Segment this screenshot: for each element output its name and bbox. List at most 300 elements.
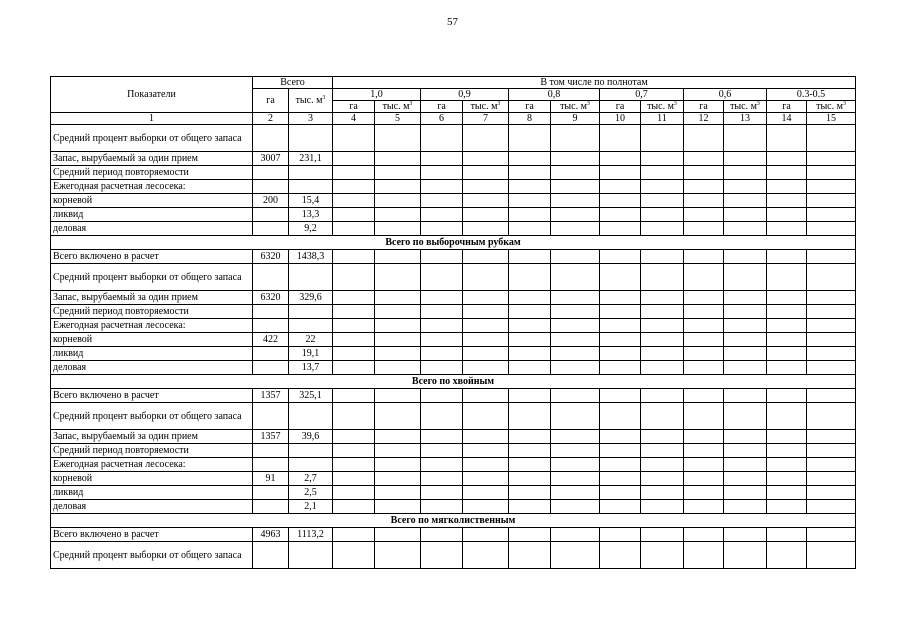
density-cell <box>684 291 724 305</box>
density-cell <box>551 458 600 472</box>
density-cell <box>463 361 509 375</box>
density-cell <box>509 333 551 347</box>
density-cell <box>333 222 375 236</box>
density-cell <box>333 472 375 486</box>
density-cell <box>767 458 807 472</box>
density-cell <box>767 208 807 222</box>
table-row <box>51 486 856 500</box>
density-cell <box>724 305 767 319</box>
density-cell <box>641 305 684 319</box>
table-row <box>51 222 856 236</box>
density-cell <box>767 291 807 305</box>
density-cell <box>463 472 509 486</box>
section-title: Всего по мягколиственным <box>51 514 856 528</box>
unit-ha-header: га <box>684 101 724 113</box>
table-row <box>51 458 856 472</box>
density-cell <box>641 500 684 514</box>
total-ha-cell <box>253 264 289 291</box>
row-label: ликвид <box>51 486 253 500</box>
density-cell <box>509 403 551 430</box>
density-cell <box>421 222 463 236</box>
total-ha-cell <box>253 180 289 194</box>
unit-ha-header: га <box>509 101 551 113</box>
density-cell <box>807 486 856 500</box>
density-cell <box>724 166 767 180</box>
density-cell <box>375 430 421 444</box>
density-cell <box>641 430 684 444</box>
total-volume-cell: 13,3 <box>289 208 333 222</box>
total-ha-header: га <box>253 89 289 113</box>
density-cell <box>551 194 600 208</box>
column-number: 2 <box>253 113 289 125</box>
density-cell <box>641 250 684 264</box>
density-cell <box>333 319 375 333</box>
density-cell <box>600 542 641 569</box>
density-cell <box>509 152 551 166</box>
table-row <box>51 500 856 514</box>
total-volume-cell: 1438,3 <box>289 250 333 264</box>
density-cell <box>375 528 421 542</box>
density-cell <box>767 264 807 291</box>
density-cell <box>551 472 600 486</box>
section-row <box>51 236 856 250</box>
density-cell <box>509 444 551 458</box>
column-number: 11 <box>641 113 684 125</box>
density-cell <box>421 458 463 472</box>
column-number: 9 <box>551 113 600 125</box>
density-cell <box>807 430 856 444</box>
total-volume-cell: 9,2 <box>289 222 333 236</box>
density-cell <box>421 319 463 333</box>
density-cell <box>724 528 767 542</box>
density-cell <box>684 403 724 430</box>
density-cell <box>767 333 807 347</box>
density-cell <box>767 361 807 375</box>
table-row <box>51 152 856 166</box>
density-cell <box>807 403 856 430</box>
density-cell <box>641 208 684 222</box>
total-volume-cell <box>289 305 333 319</box>
density-cell <box>421 389 463 403</box>
density-cell <box>463 208 509 222</box>
total-volume-cell <box>289 444 333 458</box>
density-cell <box>375 166 421 180</box>
density-cell <box>684 528 724 542</box>
density-cell <box>509 486 551 500</box>
density-cell <box>463 542 509 569</box>
unit-ha-header: га <box>600 101 641 113</box>
density-cell <box>724 403 767 430</box>
density-cell <box>600 264 641 291</box>
density-cell <box>421 180 463 194</box>
density-cell <box>375 180 421 194</box>
column-number: 14 <box>767 113 807 125</box>
density-cell <box>641 291 684 305</box>
table-row <box>51 319 856 333</box>
density-cell <box>375 152 421 166</box>
forest-calculation-table <box>50 76 856 569</box>
total-ha-cell <box>253 208 289 222</box>
row-label: деловая <box>51 361 253 375</box>
unit-volume-header: тыс. $м^3$ <box>375 101 421 113</box>
total-volume-cell <box>289 319 333 333</box>
row-label: ликвид <box>51 208 253 222</box>
density-cell <box>421 291 463 305</box>
density-cell <box>724 472 767 486</box>
density-cell <box>463 194 509 208</box>
density-cell <box>509 125 551 152</box>
density-cell <box>333 347 375 361</box>
density-header: 1,0 <box>333 89 421 101</box>
table-row <box>51 250 856 264</box>
total-volume-cell: 22 <box>289 333 333 347</box>
density-cell <box>767 305 807 319</box>
density-cell <box>767 194 807 208</box>
density-cell <box>684 333 724 347</box>
density-cell <box>600 319 641 333</box>
density-cell <box>421 166 463 180</box>
density-cell <box>463 500 509 514</box>
density-cell <box>600 403 641 430</box>
density-cell <box>463 528 509 542</box>
density-cell <box>551 500 600 514</box>
density-cell <box>807 333 856 347</box>
density-cell <box>600 222 641 236</box>
density-cell <box>767 222 807 236</box>
density-cell <box>333 264 375 291</box>
density-cell <box>509 208 551 222</box>
row-label: Ежегодная расчетная лесосека: <box>51 319 253 333</box>
density-cell <box>551 125 600 152</box>
density-cell <box>724 500 767 514</box>
density-cell <box>333 500 375 514</box>
density-cell <box>463 389 509 403</box>
density-cell <box>463 125 509 152</box>
density-cell <box>551 528 600 542</box>
density-cell <box>724 180 767 194</box>
total-ha-cell <box>253 305 289 319</box>
density-cell <box>375 389 421 403</box>
total-ha-cell <box>253 403 289 430</box>
density-cell <box>463 333 509 347</box>
density-cell <box>724 542 767 569</box>
density-cell <box>724 264 767 291</box>
density-cell <box>551 389 600 403</box>
density-cell <box>641 152 684 166</box>
density-cell <box>767 250 807 264</box>
table-row <box>51 472 856 486</box>
table-row <box>51 125 856 152</box>
density-cell <box>333 430 375 444</box>
density-cell <box>551 208 600 222</box>
density-cell <box>767 347 807 361</box>
density-cell <box>463 222 509 236</box>
density-cell <box>684 180 724 194</box>
density-cell <box>807 264 856 291</box>
density-cell <box>375 347 421 361</box>
density-cell <box>551 291 600 305</box>
density-cell <box>463 250 509 264</box>
density-cell <box>767 472 807 486</box>
row-label: корневой <box>51 194 253 208</box>
density-cell <box>551 347 600 361</box>
table-row <box>51 194 856 208</box>
row-label: Средний процент выборки от общего запаса <box>51 542 253 569</box>
density-cell <box>724 222 767 236</box>
density-cell <box>333 361 375 375</box>
density-cell <box>421 250 463 264</box>
density-cell <box>684 319 724 333</box>
density-cell <box>421 403 463 430</box>
density-cell <box>333 125 375 152</box>
density-cell <box>509 194 551 208</box>
row-label: Ежегодная расчетная лесосека: <box>51 458 253 472</box>
density-cell <box>421 152 463 166</box>
density-cell <box>600 458 641 472</box>
density-cell <box>724 208 767 222</box>
section-title: Всего по выборочным рубкам <box>51 236 856 250</box>
density-cell <box>641 403 684 430</box>
density-cell <box>600 125 641 152</box>
total-volume-cell: 2,7 <box>289 472 333 486</box>
density-cell <box>641 166 684 180</box>
density-cell <box>724 486 767 500</box>
total-ha-cell: 4963 <box>253 528 289 542</box>
total-volume-cell: 19,1 <box>289 347 333 361</box>
total-volume-cell: 13,7 <box>289 361 333 375</box>
row-label: Средний процент выборки от общего запаса <box>51 125 253 152</box>
total-ha-cell <box>253 125 289 152</box>
by-density-header: В том числе по полнотам <box>333 77 856 89</box>
table-row <box>51 180 856 194</box>
table-row <box>51 166 856 180</box>
column-number: 5 <box>375 113 421 125</box>
density-cell <box>807 125 856 152</box>
density-cell <box>551 250 600 264</box>
density-cell <box>375 542 421 569</box>
density-cell <box>421 430 463 444</box>
density-cell <box>551 152 600 166</box>
density-cell <box>600 472 641 486</box>
density-cell <box>807 291 856 305</box>
density-cell <box>641 333 684 347</box>
density-cell <box>684 347 724 361</box>
density-cell <box>724 319 767 333</box>
total-volume-cell: 2,1 <box>289 500 333 514</box>
density-cell <box>684 444 724 458</box>
table-row <box>51 444 856 458</box>
total-header: Всего <box>253 77 333 89</box>
density-cell <box>807 528 856 542</box>
column-number: 15 <box>807 113 856 125</box>
density-cell <box>600 152 641 166</box>
density-cell <box>463 319 509 333</box>
column-number: 13 <box>724 113 767 125</box>
density-cell <box>551 333 600 347</box>
total-ha-cell: 1357 <box>253 389 289 403</box>
density-cell <box>509 389 551 403</box>
column-number: 10 <box>600 113 641 125</box>
density-cell <box>333 542 375 569</box>
unit-volume-header: тыс. $м^3$ <box>641 101 684 113</box>
unit-ha-header: га <box>421 101 463 113</box>
total-volume-cell: 325,1 <box>289 389 333 403</box>
total-ha-cell <box>253 222 289 236</box>
density-cell <box>421 444 463 458</box>
density-cell <box>807 194 856 208</box>
row-label: Средний процент выборки от общего запаса <box>51 403 253 430</box>
density-cell <box>375 208 421 222</box>
density-cell <box>807 305 856 319</box>
indicators-header: Показатели <box>51 77 253 113</box>
density-cell <box>807 180 856 194</box>
unit-ha-header: га <box>767 101 807 113</box>
density-cell <box>551 319 600 333</box>
density-cell <box>807 542 856 569</box>
total-ha-cell <box>253 458 289 472</box>
total-ha-cell: 3007 <box>253 152 289 166</box>
density-cell <box>421 333 463 347</box>
density-cell <box>375 305 421 319</box>
density-cell <box>333 458 375 472</box>
density-cell <box>641 389 684 403</box>
total-ha-cell: 422 <box>253 333 289 347</box>
table-row <box>51 430 856 444</box>
total-ha-cell <box>253 542 289 569</box>
density-cell <box>807 152 856 166</box>
density-cell <box>600 333 641 347</box>
total-volume-cell <box>289 125 333 152</box>
row-label: Средний процент выборки от общего запаса <box>51 264 253 291</box>
density-cell <box>684 222 724 236</box>
density-cell <box>767 319 807 333</box>
row-label: Ежегодная расчетная лесосека: <box>51 180 253 194</box>
column-number: 3 <box>289 113 333 125</box>
column-number: 6 <box>421 113 463 125</box>
density-cell <box>421 542 463 569</box>
total-ha-cell: 1357 <box>253 430 289 444</box>
density-cell <box>684 430 724 444</box>
density-cell <box>724 430 767 444</box>
row-label: Запас, вырубаемый за один прием <box>51 430 253 444</box>
density-cell <box>600 389 641 403</box>
density-cell <box>421 125 463 152</box>
density-cell <box>807 166 856 180</box>
density-cell <box>509 222 551 236</box>
density-cell <box>724 458 767 472</box>
total-volume-cell <box>289 180 333 194</box>
section-row <box>51 375 856 389</box>
page-number: 57 <box>447 16 458 28</box>
density-cell <box>767 389 807 403</box>
unit-volume-header: тыс. $м^3$ <box>551 101 600 113</box>
density-cell <box>509 319 551 333</box>
density-cell <box>509 528 551 542</box>
total-ha-cell <box>253 361 289 375</box>
table-row <box>51 305 856 319</box>
row-label: корневой <box>51 472 253 486</box>
row-label: Всего включено в расчет <box>51 528 253 542</box>
density-cell <box>375 125 421 152</box>
density-cell <box>421 347 463 361</box>
density-cell <box>724 152 767 166</box>
table-row <box>51 291 856 305</box>
density-cell <box>551 542 600 569</box>
density-cell <box>767 180 807 194</box>
total-ha-cell <box>253 319 289 333</box>
table-row <box>51 333 856 347</box>
density-cell <box>375 486 421 500</box>
table-row <box>51 361 856 375</box>
density-cell <box>463 264 509 291</box>
density-cell <box>333 180 375 194</box>
density-cell <box>551 361 600 375</box>
density-cell <box>600 500 641 514</box>
total-volume-cell <box>289 166 333 180</box>
density-cell <box>509 250 551 264</box>
density-header: 0,8 <box>509 89 600 101</box>
density-cell <box>767 444 807 458</box>
density-cell <box>767 430 807 444</box>
table-row <box>51 528 856 542</box>
density-cell <box>724 291 767 305</box>
total-volume-cell: 231,1 <box>289 152 333 166</box>
density-cell <box>600 347 641 361</box>
density-cell <box>551 486 600 500</box>
density-cell <box>600 528 641 542</box>
density-cell <box>807 208 856 222</box>
density-cell <box>807 361 856 375</box>
density-cell <box>684 486 724 500</box>
total-ha-cell: 91 <box>253 472 289 486</box>
density-header: 0,6 <box>684 89 767 101</box>
density-cell <box>767 528 807 542</box>
density-cell <box>463 152 509 166</box>
table-row <box>51 403 856 430</box>
density-cell <box>684 264 724 291</box>
density-cell <box>807 444 856 458</box>
density-cell <box>509 542 551 569</box>
density-cell <box>600 208 641 222</box>
column-number: 7 <box>463 113 509 125</box>
density-cell <box>551 430 600 444</box>
total-volume-cell <box>289 542 333 569</box>
row-label: Запас, вырубаемый за один прием <box>51 152 253 166</box>
density-cell <box>463 166 509 180</box>
total-volume-cell: 1113,2 <box>289 528 333 542</box>
row-label: Всего включено в расчет <box>51 389 253 403</box>
density-cell <box>463 444 509 458</box>
density-cell <box>375 222 421 236</box>
section-row <box>51 514 856 528</box>
total-volume-cell: 15,4 <box>289 194 333 208</box>
unit-ha-header: га <box>333 101 375 113</box>
density-cell <box>641 361 684 375</box>
density-header: 0,7 <box>600 89 684 101</box>
density-cell <box>333 333 375 347</box>
density-cell <box>767 486 807 500</box>
density-cell <box>807 458 856 472</box>
row-label: Всего включено в расчет <box>51 250 253 264</box>
density-cell <box>684 458 724 472</box>
density-cell <box>375 333 421 347</box>
density-cell <box>375 264 421 291</box>
density-cell <box>463 458 509 472</box>
density-cell <box>684 194 724 208</box>
density-header: 0.3-0.5 <box>767 89 856 101</box>
density-cell <box>600 486 641 500</box>
column-number: 12 <box>684 113 724 125</box>
